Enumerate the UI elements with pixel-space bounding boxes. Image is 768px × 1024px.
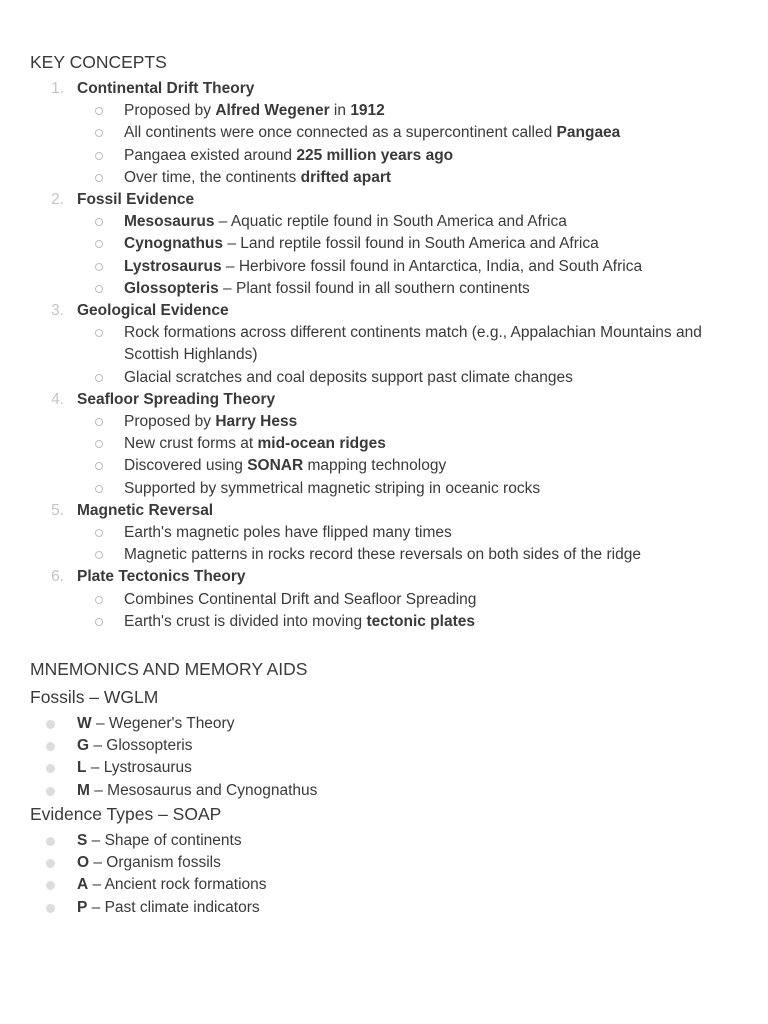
sub-item xyxy=(77,233,768,255)
hollow-bullet-icon xyxy=(95,329,103,337)
concept-title: Geological Evidence xyxy=(77,302,229,320)
list-number: 2. xyxy=(51,191,64,209)
sub-item-text: in xyxy=(329,102,351,120)
list-number: 5. xyxy=(51,501,64,519)
concept-title: Plate Tectonics Theory xyxy=(77,568,246,586)
bold-term: 225 million years ago xyxy=(296,146,454,164)
sub-item xyxy=(77,433,768,455)
mnemonic-item xyxy=(0,735,768,757)
bold-term: 1912 xyxy=(350,102,385,120)
bullet-dot-icon xyxy=(46,837,55,846)
concept-sublist xyxy=(77,411,768,500)
bullet-dot-icon xyxy=(46,720,55,729)
mnemonic-item xyxy=(0,897,768,919)
sub-item xyxy=(77,211,768,233)
mnemonic-item xyxy=(0,874,768,896)
mnemonic-letter: O xyxy=(77,854,90,872)
sub-item xyxy=(77,522,768,544)
sub-item-text: Earth's crust is divided into moving xyxy=(124,612,367,630)
hollow-bullet-icon xyxy=(95,596,103,604)
mnemonic-item xyxy=(0,780,768,802)
mnemonic-letter: P xyxy=(77,898,88,916)
concept-item xyxy=(0,389,768,500)
sub-item-text: Pangaea existed around xyxy=(124,146,297,164)
bold-term: Pangaea xyxy=(556,124,621,142)
sub-item xyxy=(77,167,768,189)
bold-term: Lystrosaurus xyxy=(124,257,222,275)
bold-term: SONAR xyxy=(247,457,304,475)
sub-item-text: Proposed by xyxy=(124,102,216,120)
sub-item xyxy=(77,367,768,389)
mnemonic-item xyxy=(0,830,768,852)
mnemonic-letter: S xyxy=(77,831,88,849)
concept-item xyxy=(0,189,768,300)
sub-item xyxy=(77,100,768,122)
list-number: 1. xyxy=(51,80,64,97)
sub-item-text: Glacial scratches and coal deposits support past climate changes xyxy=(124,368,573,386)
evidence-mnemonic-title: Evidence Types – SOAP xyxy=(30,803,222,824)
evidence-mnemonic-list xyxy=(0,830,768,919)
sub-item-text: Proposed by xyxy=(124,413,216,431)
bullet-dot-icon xyxy=(46,787,55,796)
sub-item-text: New crust forms at xyxy=(124,435,258,453)
hollow-bullet-icon xyxy=(95,618,103,626)
sub-item xyxy=(77,278,768,300)
hollow-bullet-icon xyxy=(95,551,103,559)
bullet-dot-icon xyxy=(46,764,55,773)
hollow-bullet-icon xyxy=(95,374,103,382)
concept-item xyxy=(0,500,768,567)
bold-term: mid-ocean ridges xyxy=(257,435,386,453)
concept-sublist xyxy=(77,322,768,389)
bullet-dot-icon xyxy=(46,742,55,751)
sub-item xyxy=(77,322,768,366)
list-number: 6. xyxy=(51,568,64,586)
sub-item xyxy=(77,145,768,167)
mnemonic-letter: W xyxy=(77,715,92,733)
sub-item-text: Over time, the continents xyxy=(124,168,301,186)
concept-sublist xyxy=(77,211,768,300)
sub-item xyxy=(77,122,768,144)
mnemonic-item xyxy=(0,757,768,779)
concept-sublist xyxy=(77,589,768,633)
bold-term: tectonic plates xyxy=(366,612,475,630)
concept-sublist xyxy=(77,522,768,566)
hollow-bullet-icon xyxy=(95,152,103,160)
mnemonic-text: – Shape of continents xyxy=(87,831,242,849)
concept-item xyxy=(0,300,768,389)
sub-item xyxy=(77,544,768,566)
bold-term: Harry Hess xyxy=(215,413,298,431)
sub-item-text: Discovered using xyxy=(124,457,248,475)
hollow-bullet-icon xyxy=(95,107,103,115)
concept-sublist xyxy=(77,100,768,189)
key-concepts-list xyxy=(0,78,768,633)
concept-title: Fossil Evidence xyxy=(77,191,195,209)
mnemonic-text: – Ancient rock formations xyxy=(88,876,267,894)
sub-item xyxy=(77,589,768,611)
sub-item xyxy=(77,478,768,500)
sub-item xyxy=(77,611,768,633)
sub-item-text: – Land reptile fossil found in South America and Africa xyxy=(223,235,599,253)
concept-title: Continental Drift Theory xyxy=(77,80,255,97)
bullet-dot-icon xyxy=(46,881,55,890)
mnemonic-letter: G xyxy=(77,737,90,755)
hollow-bullet-icon xyxy=(95,462,103,470)
sub-item-text: Rock formations across different continents match (e.g., Appalachian Mountains and Scottish Highlands) xyxy=(124,324,702,364)
fossils-mnemonic-title: Fossils – WGLM xyxy=(30,687,159,708)
bold-term: Alfred Wegener xyxy=(215,102,330,120)
mnemonics-heading: MNEMONICS AND MEMORY AIDS xyxy=(30,659,308,680)
concept-item xyxy=(0,78,768,189)
sub-item-text: Combines Continental Drift and Seafloor Spreading xyxy=(124,590,477,608)
sub-item-text: mapping technology xyxy=(303,457,447,475)
hollow-bullet-icon xyxy=(95,218,103,226)
mnemonic-text: – Past climate indicators xyxy=(87,898,260,916)
bullet-dot-icon xyxy=(46,859,55,868)
sub-item xyxy=(77,411,768,433)
mnemonic-text: – Mesosaurus and Cynognathus xyxy=(89,781,318,799)
sub-item-text: Earth's magnetic poles have flipped many times xyxy=(124,524,452,542)
hollow-bullet-icon xyxy=(95,240,103,248)
hollow-bullet-icon xyxy=(95,285,103,293)
mnemonic-item xyxy=(0,713,768,735)
bold-term: drifted apart xyxy=(300,168,392,186)
key-concepts-heading: KEY CONCEPTS xyxy=(30,52,167,72)
concept-title: Magnetic Reversal xyxy=(77,501,214,519)
sub-item xyxy=(77,256,768,278)
mnemonic-text: – Glossopteris xyxy=(89,737,193,755)
hollow-bullet-icon xyxy=(95,129,103,137)
hollow-bullet-icon xyxy=(95,440,103,448)
mnemonic-text: – Wegener's Theory xyxy=(91,715,235,733)
mnemonic-letter: L xyxy=(77,759,87,777)
mnemonic-item xyxy=(0,852,768,874)
bold-term: Glossopteris xyxy=(124,279,219,297)
sub-item-text: Magnetic patterns in rocks record these reversals on both sides of the ridge xyxy=(124,546,641,564)
bullet-dot-icon xyxy=(46,904,55,913)
concept-title: Seafloor Spreading Theory xyxy=(77,390,276,408)
sub-item xyxy=(77,455,768,477)
hollow-bullet-icon xyxy=(95,174,103,182)
hollow-bullet-icon xyxy=(95,529,103,537)
fossils-mnemonic-list xyxy=(0,713,768,802)
sub-item-text: – Plant fossil found in all southern continents xyxy=(218,279,530,297)
mnemonic-text: – Lystrosaurus xyxy=(86,759,192,777)
sub-item-text: – Aquatic reptile found in South America and Africa xyxy=(214,213,567,231)
bold-term: Cynognathus xyxy=(124,235,224,253)
list-number: 3. xyxy=(51,302,64,320)
sub-item-text: All continents were once connected as a supercontinent called xyxy=(124,124,557,142)
sub-item-text: Supported by symmetrical magnetic striping in oceanic rocks xyxy=(124,479,541,497)
list-number: 4. xyxy=(51,390,64,408)
mnemonic-text: – Organism fossils xyxy=(89,854,221,872)
sub-item-text: – Herbivore fossil found in Antarctica, India, and South Africa xyxy=(221,257,643,275)
hollow-bullet-icon xyxy=(95,263,103,271)
bold-term: Mesosaurus xyxy=(124,213,215,231)
mnemonic-letter: M xyxy=(77,781,90,799)
hollow-bullet-icon xyxy=(95,418,103,426)
concept-item xyxy=(0,566,768,633)
hollow-bullet-icon xyxy=(95,485,103,493)
mnemonic-letter: A xyxy=(77,876,89,894)
